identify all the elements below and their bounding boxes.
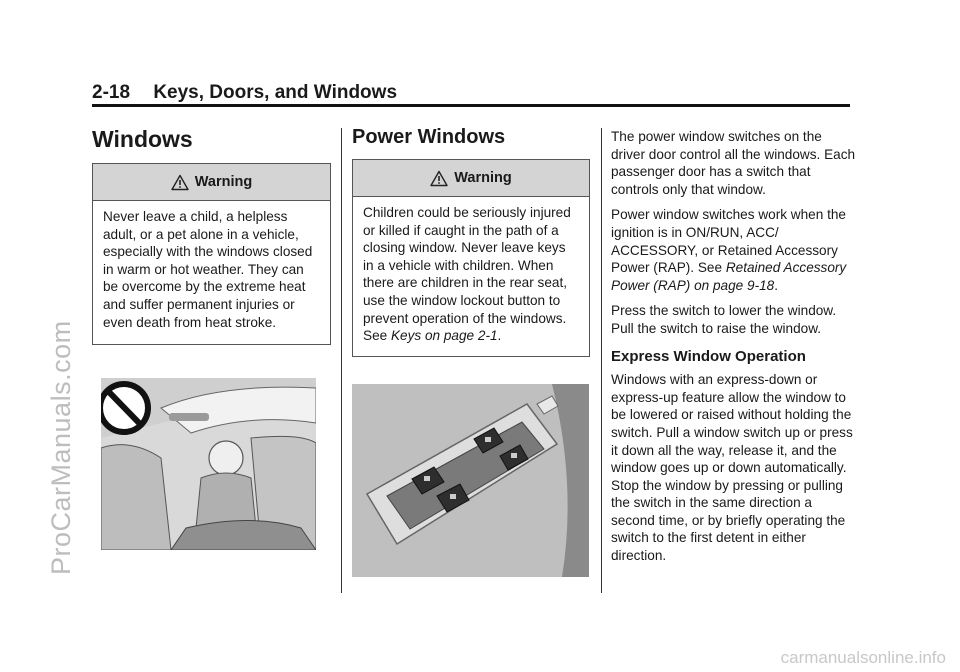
- express-window-heading: Express Window Operation: [611, 347, 806, 365]
- page-number: 2-18: [92, 82, 131, 103]
- paragraph: Windows with an express-down or express-up feature allow the window to be lowered or raised without holding the switch. Pull a window switch up or press it down all the way, release it, and the window goes up or down automatically. Stop the window by pressing or pulling the switch in the same direction a second time, or by briefly operating the switch to the first detent in either direction.: [611, 372, 853, 564]
- column-divider-1: [341, 128, 342, 593]
- windows-heading: Windows: [92, 126, 193, 152]
- cross-reference-link[interactable]: Keys on page 2-1: [390, 328, 498, 344]
- bottom-watermark: carmanualsonline.info: [780, 648, 946, 667]
- paragraph: The power window switches on the driver door control all the windows. Each passenger door has a switch that controls only that window.: [611, 129, 856, 197]
- column-3-text: [611, 128, 856, 573]
- header-rule: [92, 104, 850, 107]
- windows-warning-box: [92, 163, 331, 345]
- paragraph: Power window switches work when the ignition is in ON/RUN, ACC/ ACCESSORY, or Retained Accessory Power (RAP). See Retained Accessory Power (RAP) on page 9-18.: [611, 207, 847, 293]
- warning-icon: [430, 170, 448, 187]
- warning-header: [353, 160, 589, 197]
- side-watermark: ProCarManuals.com: [46, 320, 76, 575]
- warning-icon: [171, 174, 189, 191]
- window-switch-panel-illustration: [352, 384, 589, 577]
- warning-text: Children could be seriously injured or killed if caught in the path of a closing window. Never leave keys in a vehicle with children. When there are children in the rear seat, use the window lockout button to prevent operation of the windows. See Keys on page 2-1.: [363, 205, 571, 344]
- child-in-car-illustration: [101, 378, 316, 550]
- warning-label: Warning: [194, 174, 253, 190]
- section-title: Keys, Doors, and Windows: [153, 82, 398, 103]
- warning-header: [93, 164, 330, 201]
- power-windows-heading: Power Windows: [352, 126, 506, 148]
- cross-reference-link[interactable]: Retained Accessory Power (RAP) on page 9-18: [611, 260, 847, 293]
- power-windows-warning-box: [352, 159, 590, 357]
- paragraph: Press the switch to lower the window. Pull the switch to raise the window.: [611, 303, 837, 336]
- warning-label: Warning: [454, 170, 512, 186]
- column-divider-2: [601, 128, 602, 593]
- page-header: [92, 82, 397, 104]
- warning-text: Never leave a child, a helpless adult, or a pet alone in a vehicle, especially with the windows closed in warm or hot weather. They can be overcome by the extreme heat and suffer permanent injuries or even death from heat stroke.: [103, 209, 313, 330]
